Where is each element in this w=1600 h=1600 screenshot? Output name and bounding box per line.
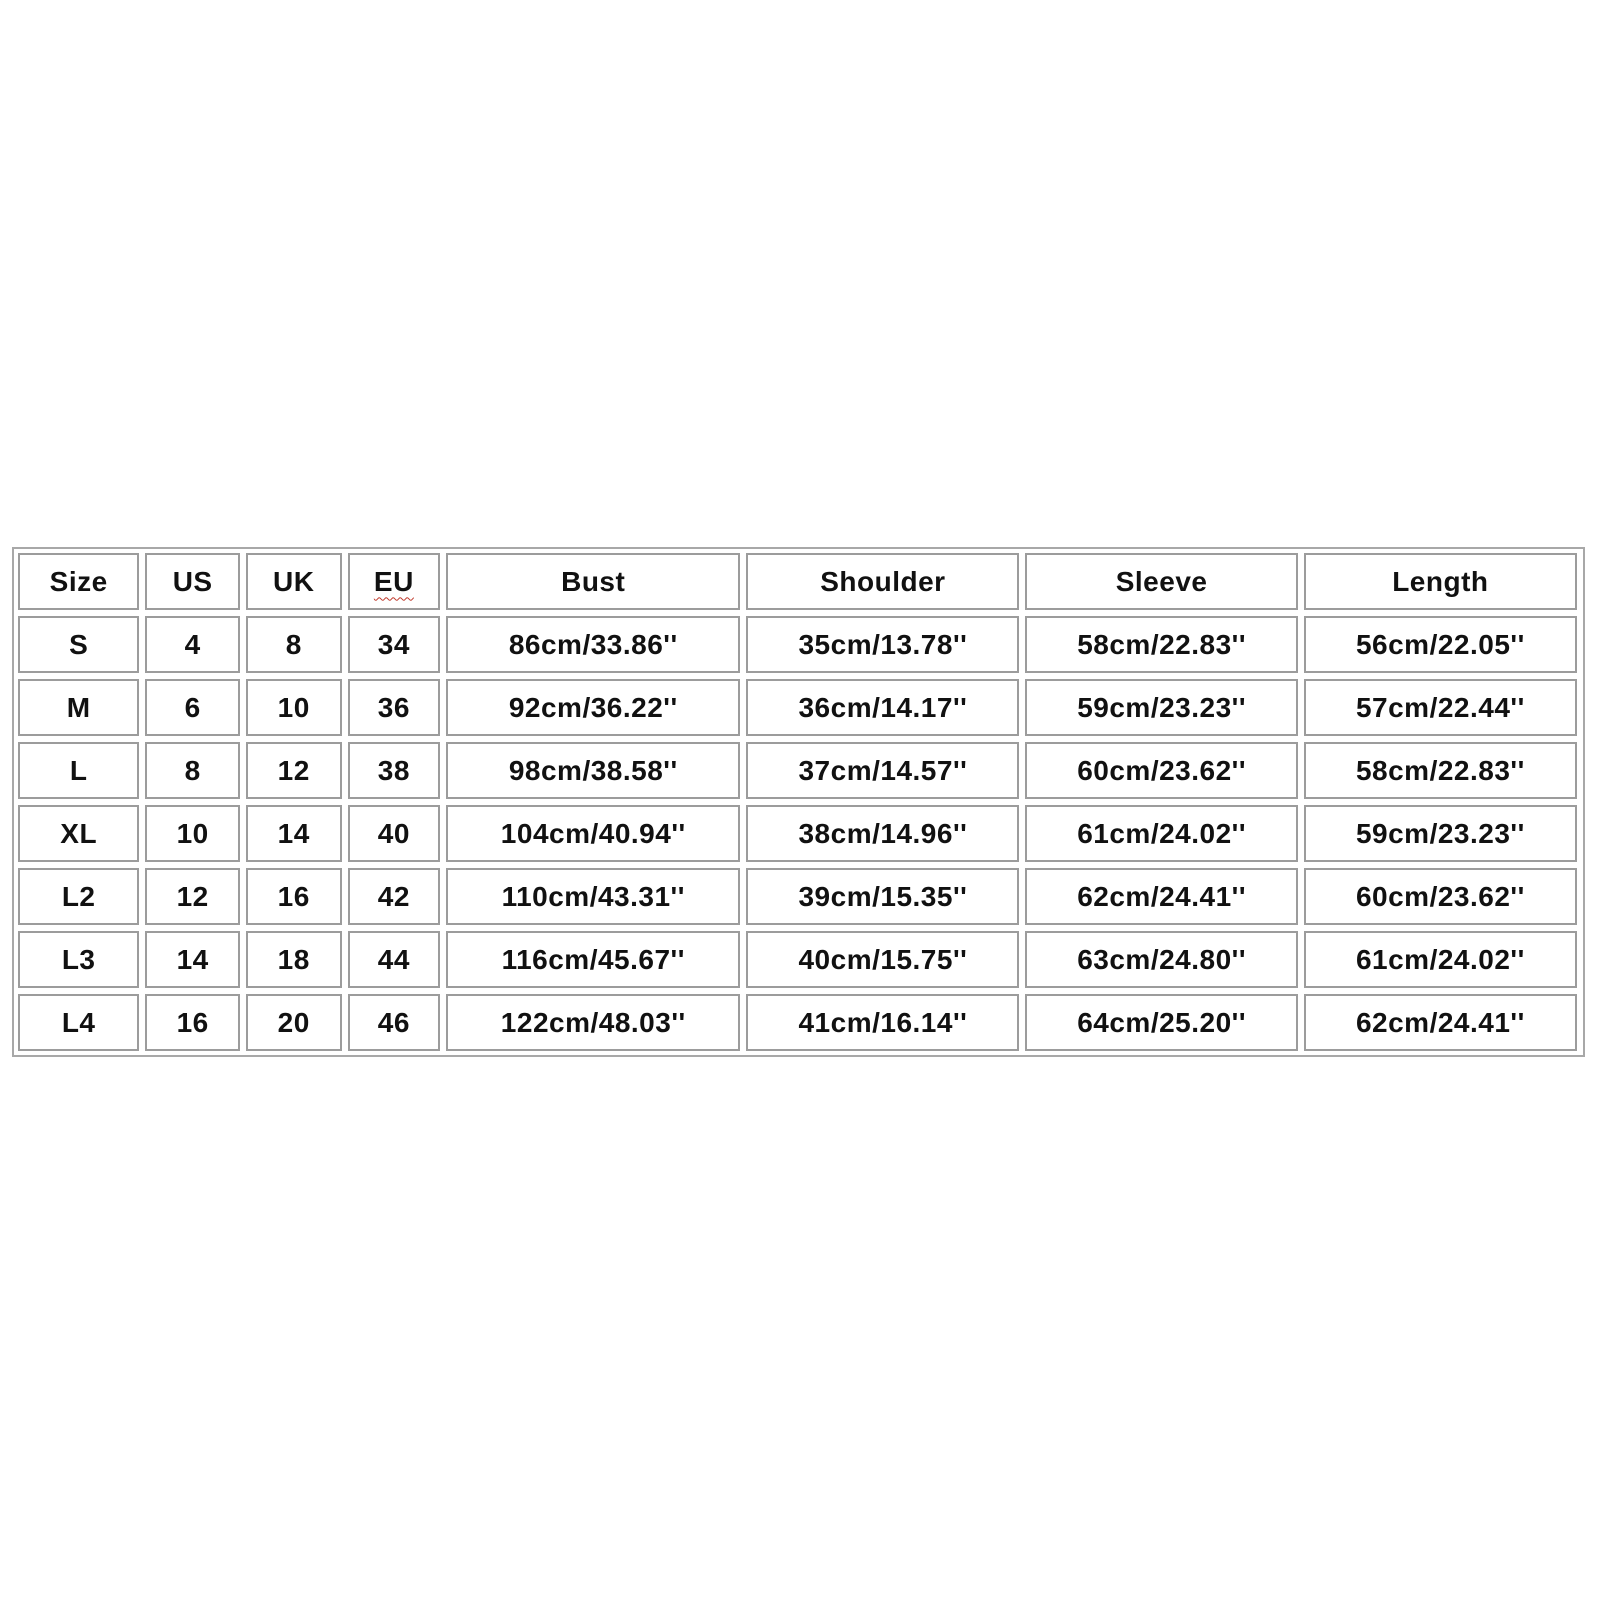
cell-sleeve: 60cm/23.62'' (1025, 742, 1297, 799)
cell-sleeve: 59cm/23.23'' (1025, 679, 1297, 736)
cell-shoulder: 41cm/16.14'' (746, 994, 1019, 1051)
cell-bust: 104cm/40.94'' (446, 805, 740, 862)
cell-sleeve: 64cm/25.20'' (1025, 994, 1297, 1051)
cell-bust: 92cm/36.22'' (446, 679, 740, 736)
cell-sleeve: 63cm/24.80'' (1025, 931, 1297, 988)
header-eu-label: EU (373, 565, 414, 597)
cell-bust: 116cm/45.67'' (446, 931, 740, 988)
table-row (18, 994, 1577, 1051)
cell-eu: 36 (348, 679, 441, 736)
cell-uk: 8 (246, 616, 342, 673)
cell-eu: 44 (348, 931, 441, 988)
cell-size: L3 (18, 931, 139, 988)
cell-size: S (18, 616, 139, 673)
cell-length: 56cm/22.05'' (1304, 616, 1577, 673)
cell-bust: 98cm/38.58'' (446, 742, 740, 799)
header-eu (348, 553, 441, 610)
cell-us: 10 (145, 805, 240, 862)
table-row (18, 742, 1577, 799)
cell-sleeve: 61cm/24.02'' (1025, 805, 1297, 862)
cell-bust: 122cm/48.03'' (446, 994, 740, 1051)
cell-shoulder: 36cm/14.17'' (746, 679, 1019, 736)
cell-uk: 20 (246, 994, 342, 1051)
cell-length: 61cm/24.02'' (1304, 931, 1577, 988)
cell-length: 57cm/22.44'' (1304, 679, 1577, 736)
table-row (18, 679, 1577, 736)
cell-us: 8 (145, 742, 240, 799)
cell-eu: 46 (348, 994, 441, 1051)
cell-shoulder: 37cm/14.57'' (746, 742, 1019, 799)
cell-eu: 40 (348, 805, 441, 862)
header-length: Length (1304, 553, 1577, 610)
cell-sleeve: 62cm/24.41'' (1025, 868, 1297, 925)
cell-bust: 86cm/33.86'' (446, 616, 740, 673)
cell-shoulder: 39cm/15.35'' (746, 868, 1019, 925)
header-shoulder: Shoulder (746, 553, 1019, 610)
cell-us: 12 (145, 868, 240, 925)
cell-shoulder: 40cm/15.75'' (746, 931, 1019, 988)
cell-length: 60cm/23.62'' (1304, 868, 1577, 925)
cell-us: 14 (145, 931, 240, 988)
cell-size: XL (18, 805, 139, 862)
table-row (18, 868, 1577, 925)
cell-us: 16 (145, 994, 240, 1051)
table-row (18, 805, 1577, 862)
cell-shoulder: 35cm/13.78'' (746, 616, 1019, 673)
cell-uk: 10 (246, 679, 342, 736)
cell-eu: 34 (348, 616, 441, 673)
size-chart-frame (12, 547, 1585, 1057)
header-us: US (145, 553, 240, 610)
cell-eu: 42 (348, 868, 441, 925)
cell-length: 62cm/24.41'' (1304, 994, 1577, 1051)
cell-us: 6 (145, 679, 240, 736)
cell-sleeve: 58cm/22.83'' (1025, 616, 1297, 673)
header-sleeve: Sleeve (1025, 553, 1297, 610)
cell-uk: 14 (246, 805, 342, 862)
cell-uk: 16 (246, 868, 342, 925)
cell-length: 58cm/22.83'' (1304, 742, 1577, 799)
header-size: Size (18, 553, 139, 610)
size-chart-table (12, 547, 1583, 1057)
cell-size: L (18, 742, 139, 799)
cell-uk: 12 (246, 742, 342, 799)
cell-eu: 38 (348, 742, 441, 799)
cell-shoulder: 38cm/14.96'' (746, 805, 1019, 862)
cell-size: L2 (18, 868, 139, 925)
cell-us: 4 (145, 616, 240, 673)
cell-bust: 110cm/43.31'' (446, 868, 740, 925)
cell-uk: 18 (246, 931, 342, 988)
table-row (18, 616, 1577, 673)
cell-size: L4 (18, 994, 139, 1051)
table-header-row (18, 553, 1577, 610)
table-row (18, 931, 1577, 988)
cell-length: 59cm/23.23'' (1304, 805, 1577, 862)
header-bust: Bust (446, 553, 740, 610)
header-uk: UK (246, 553, 342, 610)
cell-size: M (18, 679, 139, 736)
